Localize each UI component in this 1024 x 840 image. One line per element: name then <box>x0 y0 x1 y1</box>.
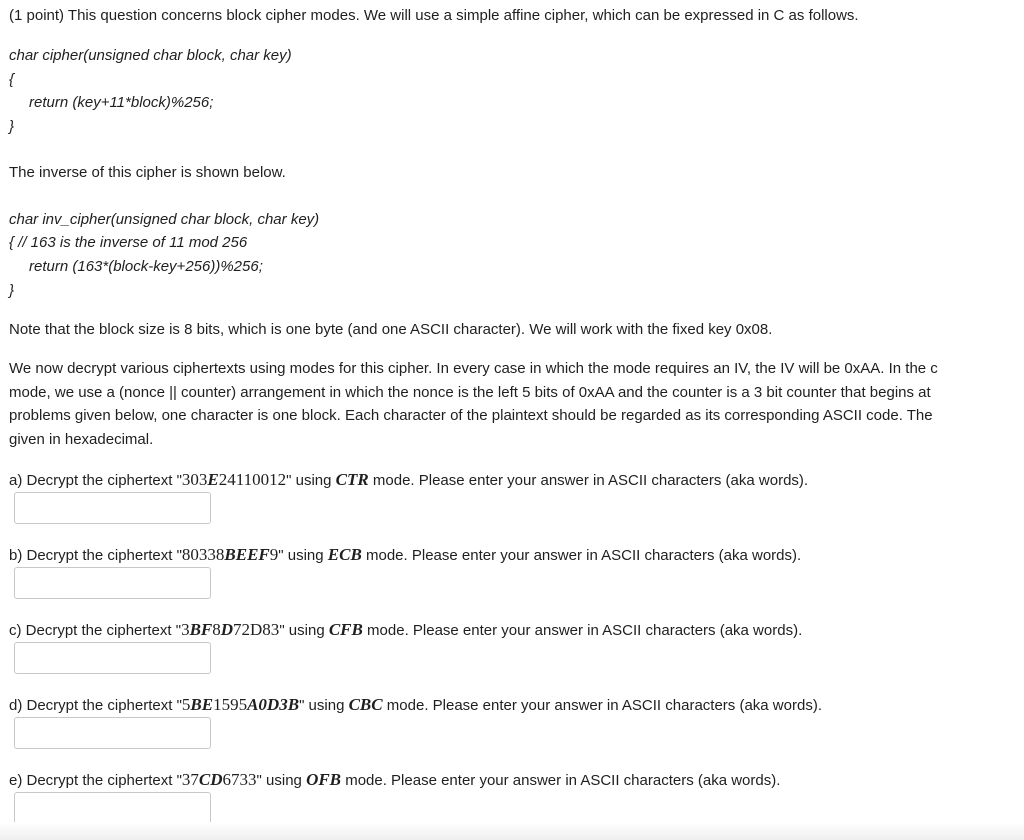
question-d-prefix: d) Decrypt the ciphertext " <box>9 697 182 714</box>
question-e: e) Decrypt the ciphertext "37CD6733" using OFB mode. Please enter your answer in ASCII characters (aka words). <box>9 770 781 789</box>
answer-d-input[interactable] <box>14 717 211 749</box>
question-a-ciphertext: 303E24110012 <box>181 470 287 489</box>
mode-paragraph-line2: mode, we use a (nonce || counter) arrangement in which the nonce is the left 5 bits of 0xAA and the counter is a 3 bit counter that begins at <box>9 384 931 401</box>
cipher-return: return (key+11*block)%256; <box>29 94 214 111</box>
question-d-mode: CBC <box>348 695 383 714</box>
question-a: a) Decrypt the ciphertext "303E24110012" using CTR mode. Please enter your answer in ASCII characters (aka words). <box>9 470 809 489</box>
answer-c-input[interactable] <box>14 642 211 674</box>
intro-text: (1 point) This question concerns block cipher modes. We will use a simple affine cipher, which can be expressed in C as follows. <box>9 7 859 24</box>
question-a-mode: CTR <box>335 470 369 489</box>
question-e-ciphertext: 37CD6733 <box>181 770 257 789</box>
answer-e-input[interactable] <box>14 792 211 824</box>
question-c-mode: CFB <box>328 620 363 639</box>
inv-cipher-open-brace: { // 163 is the inverse of 11 mod 256 <box>9 234 248 251</box>
cipher-signature: char cipher(unsigned char block, char key) <box>9 47 292 64</box>
question-e-prefix: e) Decrypt the ciphertext " <box>9 772 182 789</box>
question-b: b) Decrypt the ciphertext "80338BEEF9" using ECB mode. Please enter your answer in ASCII characters (aka words). <box>9 545 802 564</box>
answer-b-input[interactable] <box>14 567 211 599</box>
inv-cipher-signature: char inv_cipher(unsigned char block, char key) <box>9 211 320 228</box>
question-c: c) Decrypt the ciphertext "3BF8D72D83" using CFB mode. Please enter your answer in ASCII characters (aka words). <box>9 620 803 639</box>
bottom-fade <box>0 822 1024 840</box>
question-e-mode: OFB <box>306 770 342 789</box>
question-d-ciphertext: 5BE1595A0D3B <box>181 695 300 714</box>
cipher-open-brace: { <box>9 71 15 88</box>
inv-cipher-close-brace: } <box>9 282 15 299</box>
inverse-intro: The inverse of this cipher is shown below. <box>9 164 286 181</box>
mode-paragraph-line3: problems given below, one character is one block. Each character of the plaintext should be regarded as its corresponding ASCII code. The <box>9 407 933 424</box>
question-a-prefix: a) Decrypt the ciphertext " <box>9 472 182 489</box>
question-b-mode: ECB <box>327 545 362 564</box>
key-note: Note that the block size is 8 bits, which is one byte (and one ASCII character). We will work with the fixed key 0x08. <box>9 321 773 338</box>
question-c-prefix: c) Decrypt the ciphertext " <box>9 622 182 639</box>
mode-paragraph-line4: given in hexadecimal. <box>9 431 154 448</box>
question-c-ciphertext: 3BF8D72D83 <box>181 620 280 639</box>
inv-cipher-return: return (163*(block-key+256))%256; <box>29 258 263 275</box>
cipher-close-brace: } <box>9 118 15 135</box>
mode-paragraph-line1: We now decrypt various ciphertexts using modes for this cipher. In every case in which the mode requires an IV, the IV will be 0xAA. In the c <box>9 360 938 377</box>
question-b-prefix: b) Decrypt the ciphertext " <box>9 547 182 564</box>
question-d: d) Decrypt the ciphertext "5BE1595A0D3B" using CBC mode. Please enter your answer in ASCII characters (aka words). <box>9 695 822 714</box>
answer-a-input[interactable] <box>14 492 211 524</box>
question-b-ciphertext: 80338BEEF9 <box>181 545 279 564</box>
